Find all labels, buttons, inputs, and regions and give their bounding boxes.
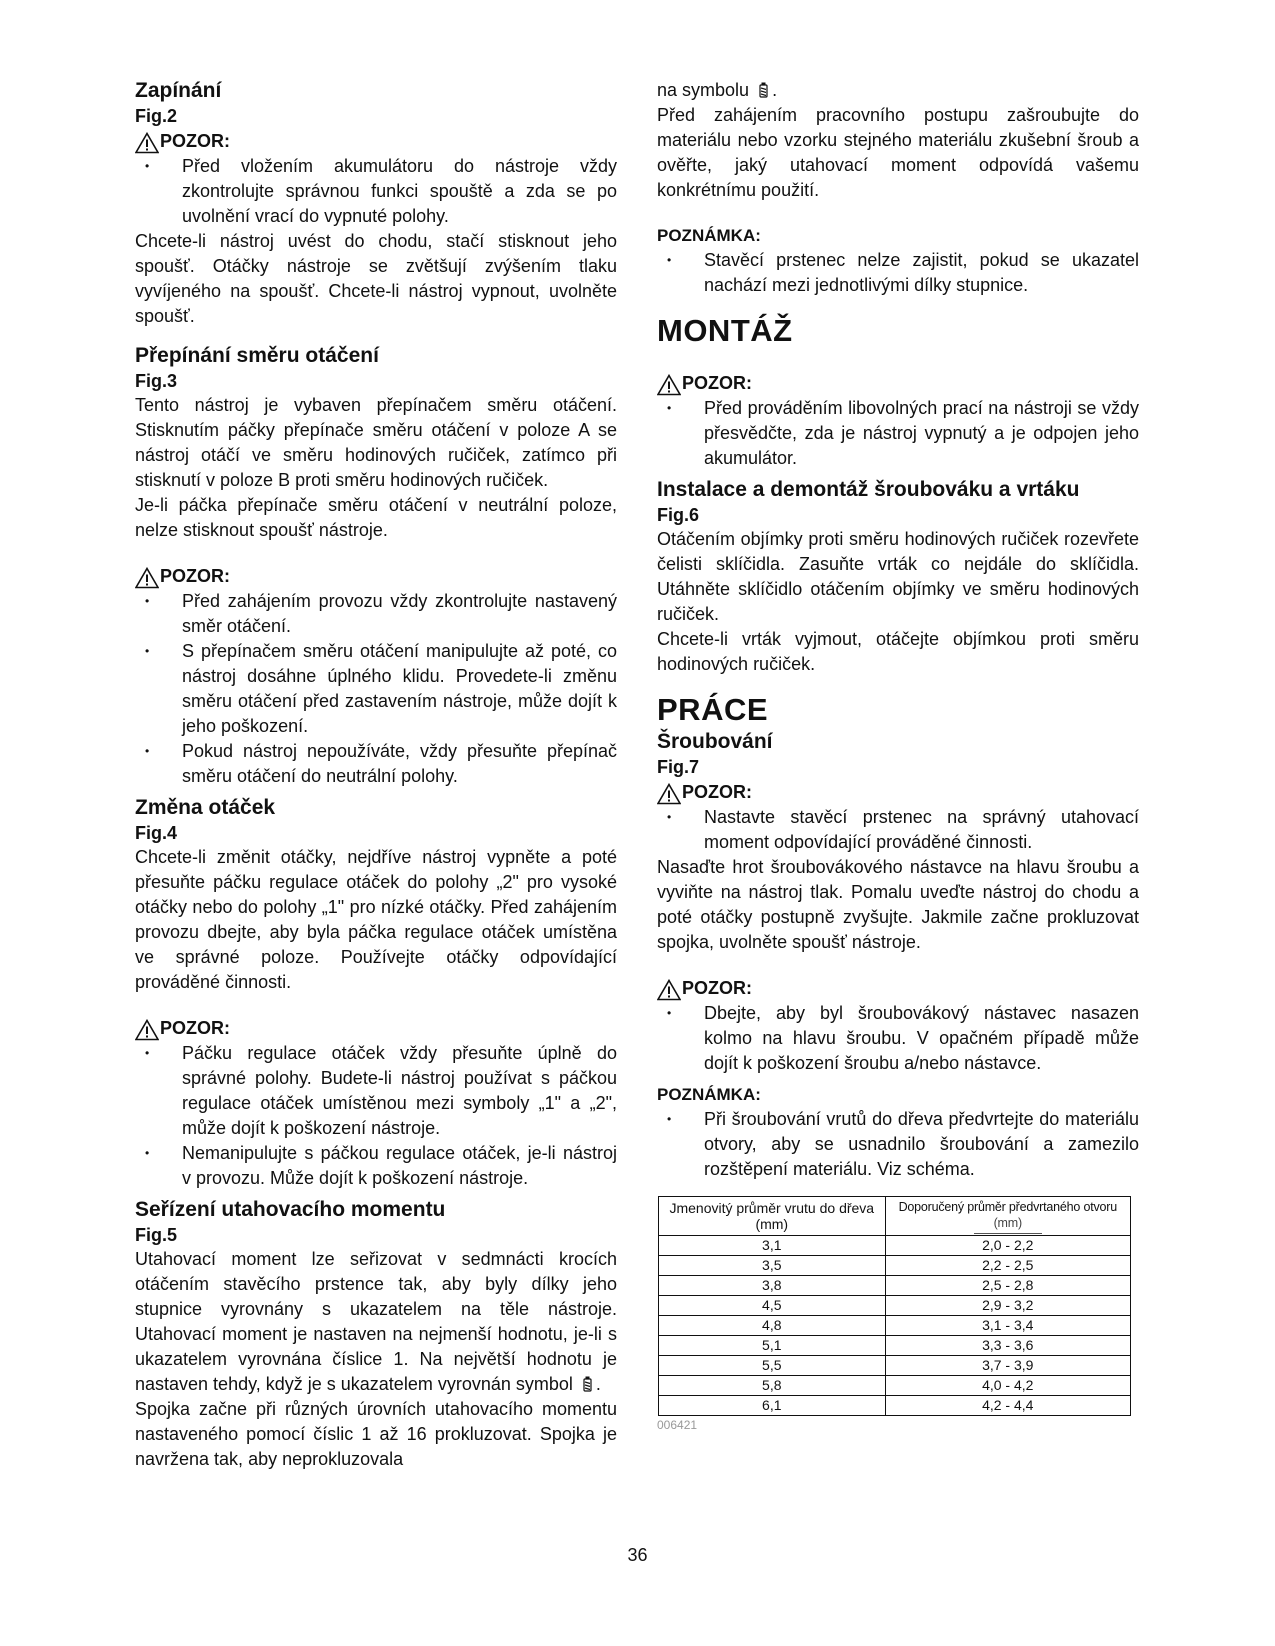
list-item: • Před vložením akumulátoru do nástroje vždy zkontrolujte správnou funkci spouště a zda se po uvolnění vrací do vypnuté polohy.	[145, 156, 617, 226]
note-list	[657, 1107, 1139, 1182]
table-row: 5,5 3,7 - 3,9	[659, 1356, 1131, 1376]
bullet-icon: •	[145, 744, 150, 758]
section-heading-zmena-otacek: Změna otáček	[135, 796, 276, 819]
warning-triangle-icon	[135, 1019, 159, 1041]
drill-mode-symbol-icon	[759, 82, 768, 98]
bullet-icon: •	[145, 159, 150, 173]
paragraph: Spojka začne při různých úrovních utahovacího momentu nastaveného pomocí číslic 1 až 16 prokluzovat. Spojka je navržena tak, aby neprokluzovala	[135, 1399, 617, 1469]
warning-list	[657, 805, 1139, 855]
paragraph: na symbolu .	[657, 80, 778, 100]
warning-list	[135, 154, 617, 229]
section-heading-zapinani: Zapínání	[135, 79, 222, 102]
table-header-row	[659, 1197, 1131, 1236]
warning-triangle-icon	[657, 374, 681, 396]
warning-list	[135, 589, 617, 789]
warning-label: POZOR:	[657, 370, 1139, 396]
list-item: • Stavěcí prstenec nelze zajistit, pokud se ukazatel nachází mezi jednotlivými dílky stupnice.	[667, 250, 1139, 295]
figure-ref: Fig.3	[135, 371, 178, 391]
note-label: POZNÁMKA:	[657, 1085, 761, 1104]
paragraph: Před zahájením pracovního postupu zašroubujte do materiálu nebo vzorku stejného materiálu zkušební šroub a ověřte, jaký utahovací moment odpovídá vašemu konkrétnímu použití.	[657, 105, 1139, 200]
warning-label: POZOR:	[657, 975, 1139, 1001]
chapter-heading-prace: PRÁCE	[657, 692, 769, 727]
note-label: POZNÁMKA:	[657, 226, 761, 245]
table-row: 3,5 2,2 - 2,5	[659, 1256, 1131, 1276]
paragraph: Tento nástroj je vybaven přepínačem směru otáčení. Stisknutím páčky přepínače směru otáčení v poloze A se nástroj otáčí ve směru hodinových ručiček, zatímco při stisknutí v poloze B proti směru hodinových ručiček.	[135, 395, 617, 490]
warning-list	[657, 396, 1139, 471]
drill-mode-symbol-icon	[583, 1376, 592, 1392]
warning-triangle-icon	[135, 567, 159, 589]
table-header-screw-diameter: Jmenovitý průměr vrutu do dřeva (mm)	[659, 1197, 886, 1236]
paragraph: Otáčením objímky proti směru hodinových ručiček rozevřete čelisti sklíčidla. Zasuňte vrták co nejdále do sklíčidla. Utáhněte sklíčidlo otáčením objímky ve směru hodinových ručiček.	[657, 529, 1139, 624]
bullet-icon: •	[667, 253, 672, 267]
table-row: 4,8 3,1 - 3,4	[659, 1316, 1131, 1336]
left-column	[135, 78, 617, 1472]
section-heading-sroubovani: Šroubování	[657, 730, 773, 753]
bullet-icon: •	[145, 1046, 150, 1060]
section-heading-serizeni: Seřízení utahovacího momentu	[135, 1198, 446, 1221]
bullet-icon: •	[145, 1146, 150, 1160]
figure-ref: Fig.5	[135, 1225, 178, 1245]
warning-label: POZOR:	[135, 1015, 617, 1041]
warning-triangle-icon	[657, 783, 681, 805]
paragraph: Je-li páčka přepínače směru otáčení v neutrální poloze, nelze stisknout spoušť nástroje.	[135, 495, 617, 540]
table-code: 006421	[657, 1418, 698, 1432]
bullet-icon: •	[667, 401, 672, 415]
paragraph: Chcete-li nástroj uvést do chodu, stačí stisknout jeho spoušť. Otáčky nástroje se zvětšují zvýšením tlaku vyvíjeného na spoušť. Chcete-li nástroj vypnout, uvolněte spoušť.	[135, 231, 617, 326]
section-heading-prepinani: Přepínání směru otáčení	[135, 344, 379, 367]
pilot-hole-table	[658, 1196, 1131, 1416]
bullet-icon: •	[145, 644, 150, 658]
list-item: • Před prováděním libovolných prací na nástroji se vždy přesvědčte, zda je nástroj vypnutý a je odpojen jeho akumulátor.	[667, 398, 1139, 468]
figure-ref: Fig.2	[135, 106, 178, 126]
note-list	[657, 248, 1139, 298]
bullet-icon: •	[667, 1112, 672, 1126]
list-item: • Před zahájením provozu vždy zkontrolujte nastavený směr otáčení.	[145, 591, 617, 636]
warning-list	[657, 1001, 1139, 1076]
table-row: 5,8 4,0 - 4,2	[659, 1376, 1131, 1396]
list-item: • Páčku regulace otáček vždy přesuňte úplně do správné polohy. Budete-li nástroj používat s páčkou regulace otáček umístěnou mezi symboly „1" a „2", může dojít k poškození nástroje.	[145, 1043, 617, 1138]
bullet-icon: •	[667, 1006, 672, 1020]
bullet-icon: •	[667, 810, 672, 824]
section-heading-instalace: Instalace a demontáž šroubováku a vrtáku	[657, 478, 1080, 501]
warning-label: POZOR:	[135, 563, 617, 589]
table-row: 6,1 4,2 - 4,4	[659, 1396, 1131, 1416]
list-item: • Nastavte stavěcí prstenec na správný utahovací moment odpovídající prováděné činnosti.	[667, 807, 1139, 852]
page-number: 36	[627, 1545, 648, 1565]
table-row: 5,1 3,3 - 3,6	[659, 1336, 1131, 1356]
right-column	[657, 78, 1139, 1432]
list-item: • Nemanipulujte s páčkou regulace otáček, je-li nástroj v provozu. Může dojít k poškození nástroje.	[145, 1143, 617, 1188]
warning-label: POZOR:	[657, 779, 1139, 805]
paragraph: Utahovací moment lze seřizovat v sedmnácti krocích otáčením stavěcího prstence tak, aby byly dílky jeho stupnice vyrovnány s ukazatelem na těle nástroje. Utahovací moment je nastaven na nejmenší hodnotu, je-li s ukazatelem vyrovnána číslice 1. Na největší hodnotu je nastaven tehdy, když je s ukazatelem vyrovnán symbol .	[135, 1249, 617, 1394]
list-item: • S přepínačem směru otáčení manipulujte až poté, co nástroj dosáhne úplného klidu. Provedete-li změnu směru otáčení před zastavením nástroje, může dojít k jeho poškození.	[145, 641, 617, 736]
chapter-heading-montaz: MONTÁŽ	[657, 313, 793, 348]
paragraph: Nasaďte hrot šroubovákového nástavce na hlavu šroubu a vyviňte na nástroj tlak. Pomalu uveďte nástroj do chodu a poté otáčky postupně zvyšujte. Jakmile začne prokluzovat spojka, uvolněte spoušť nástroje.	[657, 857, 1139, 952]
warning-list	[135, 1041, 617, 1191]
bullet-icon: •	[145, 594, 150, 608]
warning-triangle-icon	[657, 979, 681, 1001]
list-item: • Pokud nástroj nepoužíváte, vždy přesuňte přepínač směru otáčení do neutrální polohy.	[145, 741, 617, 786]
table-row: 3,8 2,5 - 2,8	[659, 1276, 1131, 1296]
paragraph: Chcete-li změnit otáčky, nejdříve nástroj vypněte a poté přesuňte páčku regulace otáček do polohy „2" pro vysoké otáčky nebo do polohy „1" pro nízké otáčky. Před zahájením provozu dbejte, aby byla páčka regulace otáček umístěna ve správné poloze. Používejte otáčky odpovídající prováděné činnosti.	[135, 847, 617, 992]
list-item: • Při šroubování vrutů do dřeva předvrtejte do materiálu otvory, aby se usnadnilo šroubování a zamezilo rozštěpení materiálu. Viz schéma.	[667, 1109, 1139, 1179]
warning-label: POZOR:	[135, 128, 617, 154]
warning-triangle-icon	[135, 132, 159, 154]
figure-ref: Fig.6	[657, 505, 700, 525]
list-item: • Dbejte, aby byl šroubovákový nástavec nasazen kolmo na hlavu šroubu. V opačném případě může dojít k poškození šroubu a/nebo nástavce.	[667, 1003, 1139, 1073]
figure-ref: Fig.7	[657, 757, 700, 777]
figure-ref: Fig.4	[135, 823, 178, 843]
table-row: 3,1 2,0 - 2,2	[659, 1236, 1131, 1256]
table-row: 4,5 2,9 - 3,2	[659, 1296, 1131, 1316]
paragraph: Chcete-li vrták vyjmout, otáčejte objímkou proti směru hodinových ručiček.	[657, 629, 1139, 674]
table-header-pilot-hole-diameter: Doporučený průměr předvrtaného otvoru (mm)	[885, 1197, 1130, 1236]
